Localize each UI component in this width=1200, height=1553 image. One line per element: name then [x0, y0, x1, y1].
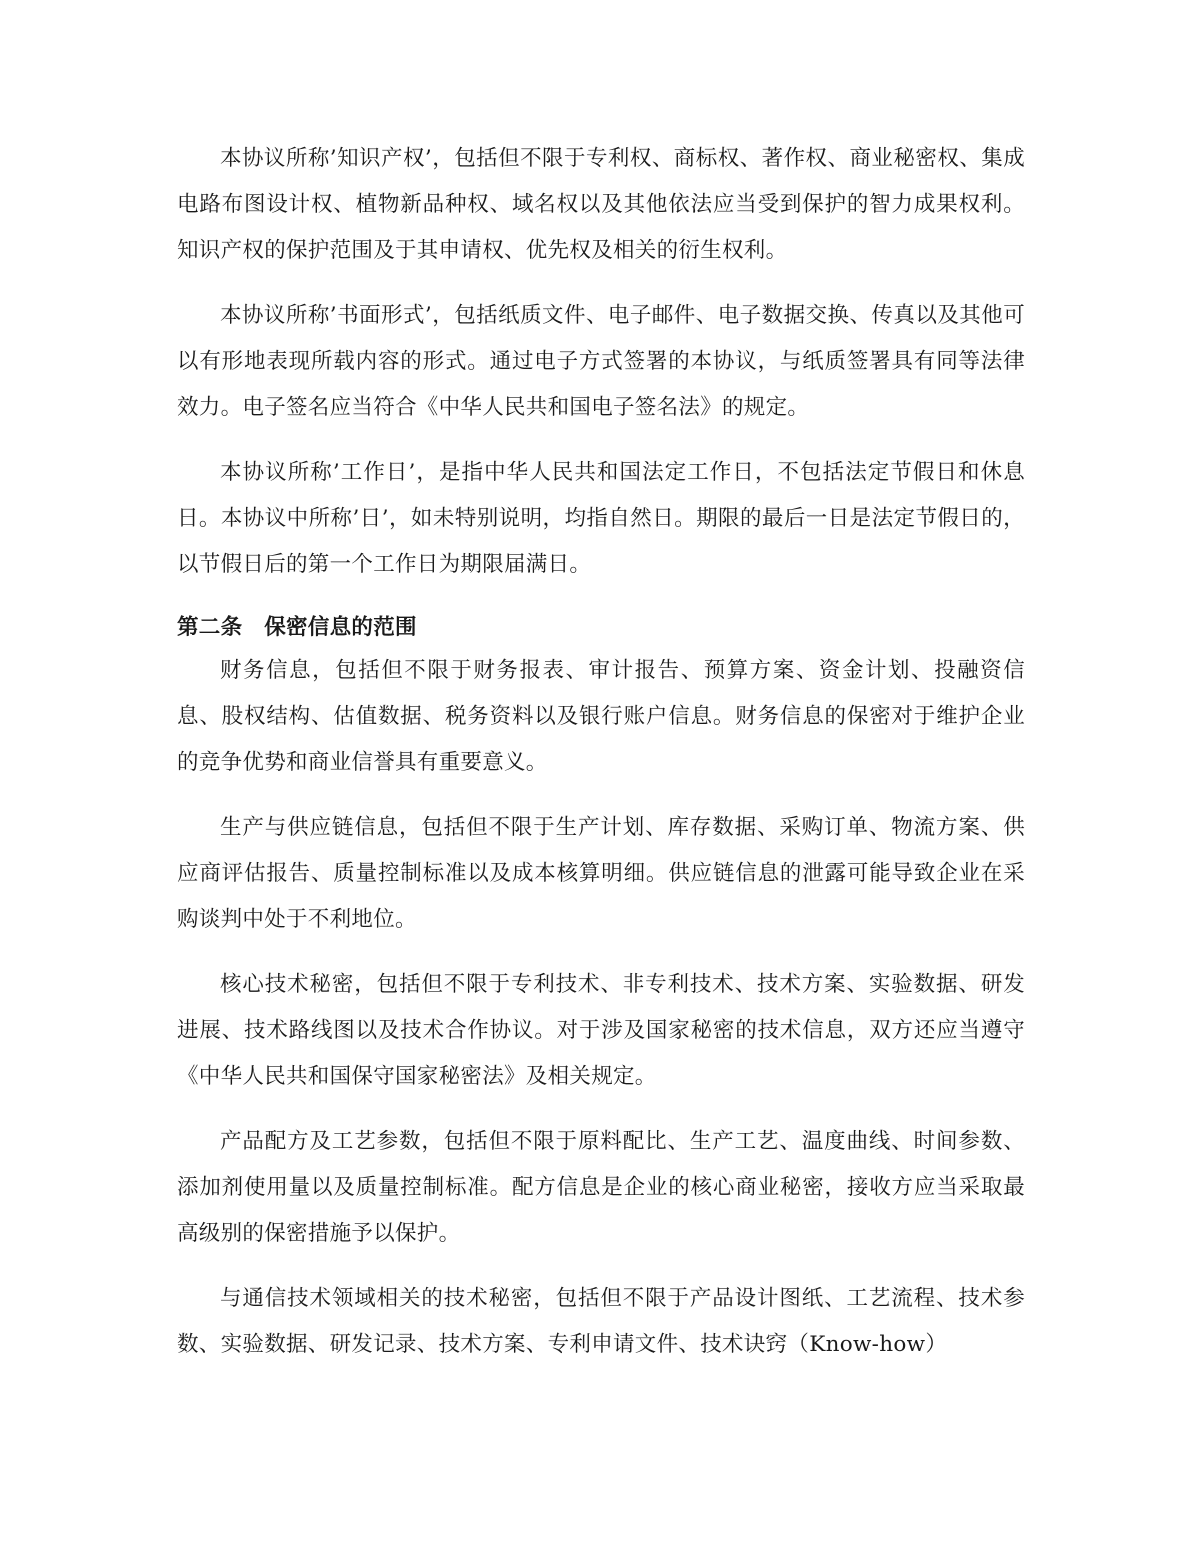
paragraph-written-form-definition: 本协议所称’书面形式’，包括纸质文件、电子邮件、电子数据交换、传真以及其他可以有形地表现所载内容的形式。通过电子方式签署的本协议，与纸质签署具有同等法律效力。电子签名应当符合《中华人民共和国电子签名法》的规定。: [177, 303, 1025, 420]
paragraph-formula-process: 产品配方及工艺参数，包括但不限于原料配比、生产工艺、温度曲线、时间参数、添加剂使用量以及质量控制标准。配方信息是企业的核心商业秘密，接收方应当采取最高级别的保密措施予以保护。: [177, 1129, 1025, 1246]
paragraph-working-day-definition: 本协议所称’工作日’，是指中华人民共和国法定工作日，不包括法定节假日和休息日。本协议中所称’日’，如未特别说明，均指自然日。期限的最后一日是法定节假日的，以节假日后的第一个工作日为期限届满日。: [177, 460, 1025, 577]
paragraph-core-tech-secrets: 核心技术秘密，包括但不限于专利技术、非专利技术、技术方案、实验数据、研发进展、技术路线图以及技术合作协议。对于涉及国家秘密的技术信息，双方还应当遵守《中华人民共和国保守国家秘密法》及相关规定。: [177, 972, 1025, 1089]
section-heading-confidential-scope: 第二条 保密信息的范围: [177, 615, 417, 640]
document-page: [177, 136, 1025, 1368]
paragraph-financial-info: 财务信息，包括但不限于财务报表、审计报告、预算方案、资金计划、投融资信息、股权结构、估值数据、税务资料以及银行账户信息。财务信息的保密对于维护企业的竞争优势和商业信誉具有重要意义。: [177, 658, 1025, 775]
paragraph-telecom-tech-secrets: 与通信技术领域相关的技术秘密，包括但不限于产品设计图纸、工艺流程、技术参数、实验数据、研发记录、技术方案、专利申请文件、技术诀窍（Know-how）: [177, 1286, 1025, 1357]
paragraph-supply-chain-info: 生产与供应链信息，包括但不限于生产计划、库存数据、采购订单、物流方案、供应商评估报告、质量控制标准以及成本核算明细。供应链信息的泄露可能导致企业在采购谈判中处于不利地位。: [177, 815, 1025, 932]
paragraph-ip-definition: 本协议所称’知识产权’，包括但不限于专利权、商标权、著作权、商业秘密权、集成电路布图设计权、植物新品种权、域名权以及其他依法应当受到保护的智力成果权利。知识产权的保护范围及于其申请权、优先权及相关的衍生权利。: [177, 146, 1025, 263]
